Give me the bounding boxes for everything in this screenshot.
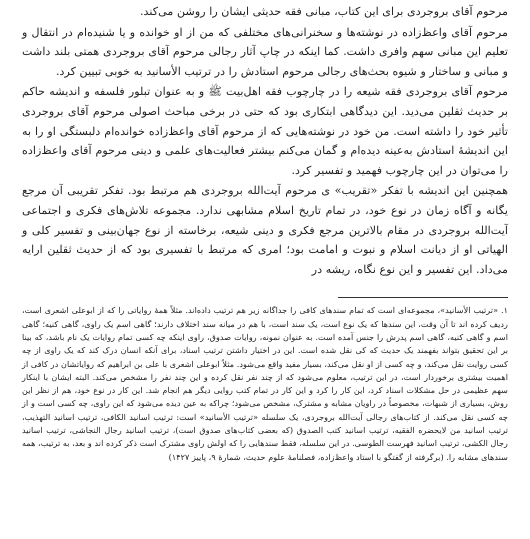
paragraph-2: مرحوم آقای واعظ‌زاده در نوشته‌ها و سخنرانی‌های مختلفی که من از او خوانده و یا شنیده‌ام در انتقال و تعلیم این مبانی سهم وافری داشت. کما اینکه در چاپ آثار رجالی مرحوم آقای بروجردی همتی بلند داشت و مبانی و ساختار و شیوه بحث‌های رجالی مرحوم استادش را در ترتیب الأسانید به خوبی تبیین کرد. — [22, 25, 508, 78]
footnote-1: ۱. «ترتیب الأسانید»، مجموعه‌ای است که تمام سندهای کافی را جداگانه زیر هم ترتیب داده‌اند. مثلاً همهٔ روایاتی را که از ابوعلی اشعری است، ردیف کرده اند تا آن وقت، این سندها که یک نوع است، یک سند است، با هم در میانه سند اختلاف دارند؛ گاهی اسم یک راوی، گاهی کنیه؛ گاهی اسم و گاهی کنیه، گاهی اسم پدرش را جنس آمده است. به عنوان نمونه، روایات صدوق، راوی اینکه چه کسی تمام روایات یک نام باشد، که بینا بر این تحقیق بتواند بفهمند یک حدیث که کی نقل شده است. این در اختیار داشتن ترتیب اسناد، برای آنکه انسان درک کند که یک راوی از چه کسی روایت نقل می‌کند، و چه کسی از او نقل می‌کند، بسیار مفید واقع می‌شود. مثلاً ابوعلی اشعری با علی بن ابراهیم که روایاتشان در کافی از اهمیت بیشتری برخوردار است، در این ترتیب، معلوم می‌شود که از چند نفر نقل کرده و این چند نفر را مشخص می‌کند. البته ایشان با اینکار سهم عظیمی در حل مشکلات اسناد کرد، این کار را کرد و این کار در تمام کتب روایی دیگر هم انجام شد. این کار در نوع خود، هم از نظر این روش، بسیاری از شبهات، مخصوصاً در راویان مشابه و مشترک، مشخص می‌شود؛ چراکه به عین دیده می‌شود که این راوی، چه کسی است و از چه کسی نقل می‌کند. از کتاب‌های رجالی آیت‌الله بروجردی، یک سلسله «ترتیب الأسانید» است: ترتیب اسانید الکافی، ترتیب اسانید التهذیب، ترتیب اسانید من لایحضره الفقیه، ترتیب اسانید کتب الصدوق (که بعضی کتاب‌های صدوق است)، ترتیب اسانید رجال النجاشی، ترتیب اسانید رجال الکشی، ترتیب اسانید فهرست الطوسی. در این سلسله، فقط سندهایی را که اولش راوی مشترک است ذکر کرده اند و بعد، به ترتیب، همه سندهای مشابه را. (برگرفته از گفتگو با استاد واعظ‌زاده، فصلنامهٔ علوم حدیث، شمارهٔ ۹، پاییز ۱۴۲۷) — [22, 305, 508, 462]
paragraph-4: همچنین این اندیشه با تفکر «تقریب» ی مرحوم آیت‌الله بروجردی هم مرتبط بود. تفکر تقریبی آن مرجع یگانه و آگاه زمان در نوع خود، در تمام تاریخ اسلام مشابهی ندارد. مجموعه تلاش‌های فکری و اجتماعی آیت‌الله بروجردی در مقام بالاترین مرجع فکری و دینی شیعه، برخاسته از نوع جهان‌بینی و تفسیر کلی و الهیاتی او از دیانت اسلام و نبوت و امامت بود؛ امری که مرتبط با تفسیری بود که از حدیث ثقلین ارایه می‌داد. این تفسیر و این نوع نگاه، ریشه در — [22, 184, 508, 276]
main-text — [22, 2, 508, 279]
paragraph-1: مرحوم آقای بروجردی برای این کتاب، مبانی فقه حدیثی ایشان را روشن می‌کند. — [139, 5, 508, 18]
footnotes — [22, 304, 508, 464]
footnote-divider — [338, 297, 508, 298]
paragraph-3: مرحوم آقای بروجردی فقه شیعه را در چارچوب فقه اهل‌بیت ﷺ و به عنوان تبلور فلسفه و اندیشه حاکم بر حدیث ثقلین می‌دید. این دیدگاهی ابتکاری بود که حتی در برخی مباحث اصولی مرحوم آقای بروجردی تأثیر خود را داشته است. من خود در نوشته‌هایی که از مرحوم آقای واعظ‌زاده خوانده‌ام دلبستگی او را به این اندیشهٔ استادش به‌عینه دیده‌ام و گمان می‌کنم بیشتر فعالیت‌های علمی و دینی مرحوم آقای واعظ‌زاده را می‌توان در این چارچوب فهمید و تفسیر کرد. — [22, 85, 508, 177]
